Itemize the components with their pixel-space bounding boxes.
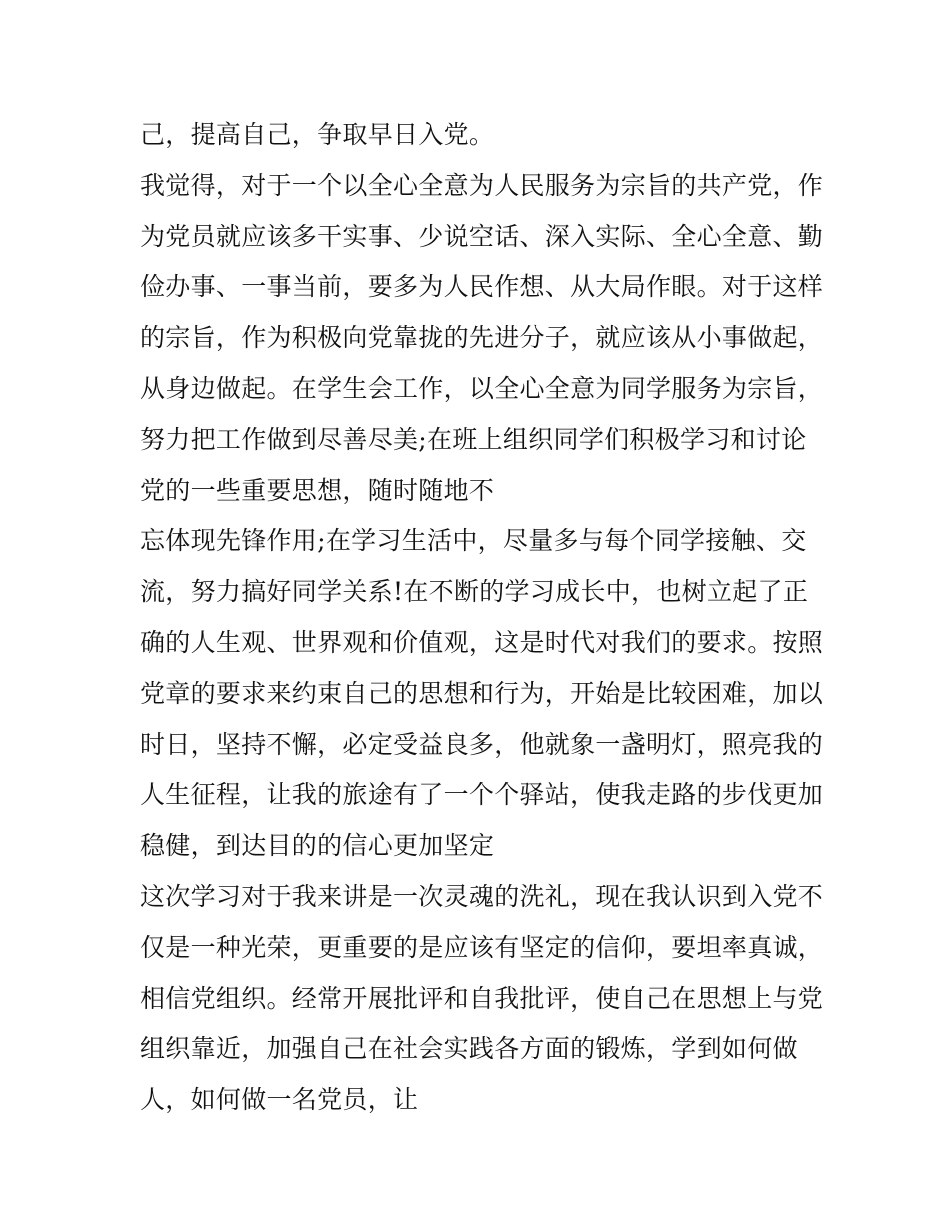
text-line: 人，如何做一名党员，让 (140, 1085, 419, 1115)
text-line: 时日，坚持不懈，必定受益良多，他就象一盏明灯，照亮我的 (140, 729, 824, 759)
text-line: 党的一些重要思想，随时随地不 (140, 475, 495, 505)
text-line: 忘体现先锋作用;在学习生活中，尽量多与每个同学接触、交 (140, 526, 807, 556)
text-line: 己，提高自己，争取早日入党。 (140, 120, 495, 149)
text-line: 为党员就应该多干实事、少说空话、深入实际、全心全意、勤 (140, 221, 824, 251)
text-line: 稳健，到达目的的信心更加坚定 (140, 831, 495, 861)
text-line: 组织靠近，加强自己在社会实践各方面的锻炼，学到如何做 (140, 1034, 798, 1064)
text-line: 流，努力搞好同学关系!在不断的学习成长中，也树立起了正 (140, 577, 809, 607)
text-line: 这次学习对于我来讲是一次灵魂的洗礼，现在我认识到入党不 (140, 881, 824, 911)
text-line: 我觉得，对于一个以全心全意为人民服务为宗旨的共产党，作 (140, 170, 824, 200)
text-line: 俭办事、一事当前，要多为人民作想、从大局作眼。对于这样 (140, 272, 824, 302)
text-line: 的宗旨，作为积极向党靠拢的先进分子，就应该从小事做起， (140, 323, 824, 353)
text-line: 人生征程，让我的旅途有了一个个驿站，使我走路的步伐更加 (140, 780, 824, 810)
text-line: 相信党组织。经常开展批评和自我批评，使自己在思想上与党 (140, 983, 824, 1013)
text-line: 仅是一种光荣，更重要的是应该有坚定的信仰，要坦率真诚， (140, 932, 824, 962)
text-line: 从身边做起。在学生会工作，以全心全意为同学服务为宗旨， (140, 373, 824, 403)
body-text (140, 110, 824, 1126)
text-line: 确的人生观、世界观和价值观，这是时代对我们的要求。按照 (140, 627, 824, 657)
text-line: 党章的要求来约束自己的思想和行为，开始是比较困难，加以 (140, 678, 824, 708)
text-line: 努力把工作做到尽善尽美;在班上组织同学们积极学习和讨论 (140, 424, 807, 454)
